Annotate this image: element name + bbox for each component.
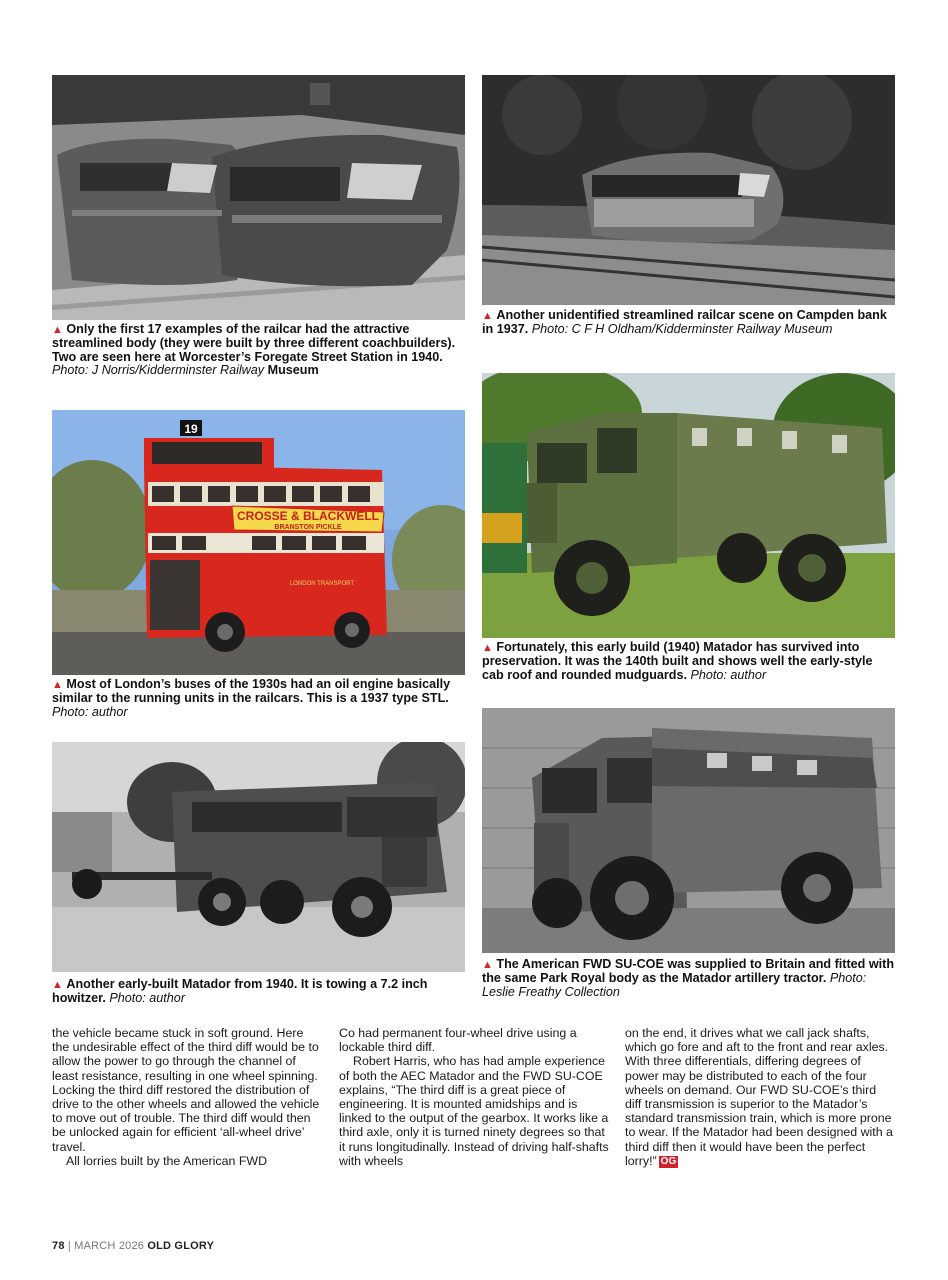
photo-railcar-campden	[482, 75, 895, 305]
caption-matador-preserved	[482, 641, 897, 682]
caption-marker-icon: ▲	[482, 959, 493, 971]
issue-date: MARCH 2026	[74, 1240, 145, 1252]
body-paragraph: the vehicle became stuck in soft ground. Here the undesirable effect of the third diff would be to allow the power to go through the channel of least resistance, resulting in one wheel spinning. Locking the third diff restored the distribution of drive to the other wheels and allowed the vehicle to move out of trouble. The third diff would then be unlocked again for efficient ‘all-wheel drive’ travel.	[52, 1026, 320, 1154]
caption-credit: Photo: C F H Oldham/Kidderminster Railway Museum	[531, 322, 833, 337]
caption-marker-icon: ▲	[52, 679, 63, 691]
photo-fwd-su-coe	[482, 708, 895, 953]
footer-separator: |	[67, 1240, 71, 1252]
caption-credit: Photo: author	[690, 667, 767, 682]
bus-advert-line1: CROSSE & BLACKWELL	[237, 509, 379, 523]
caption-lead: Fortunately, this early build (1940) Matador has survived into preservation. It was the 140th built and shows well the early-style cab roof and rounded mudguards.	[482, 640, 873, 682]
caption-matador-howitzer	[52, 978, 467, 1006]
bus-route-number: 19	[184, 422, 198, 436]
bus-side-label: LONDON TRANSPORT	[289, 581, 355, 587]
caption-lead: Another early-built Matador from 1940. It is towing a 7.2 inch howitzer.	[52, 977, 428, 1006]
caption-lead: The American FWD SU-COE was supplied to Britain and fitted with the same Park Royal body as the Matador artillery tractor.	[482, 957, 895, 986]
body-paragraph	[625, 1026, 895, 1168]
caption-credit: Photo: author	[109, 991, 186, 1006]
end-mark-logo: OG	[660, 1155, 677, 1167]
caption-marker-icon: ▲	[482, 642, 493, 654]
body-paragraph: Co had permanent four-wheel drive using a lockable third diff.	[339, 1026, 577, 1055]
caption-credit: Photo: author	[52, 704, 128, 719]
body-column-1	[52, 1026, 322, 1168]
body-column-3	[625, 1026, 895, 1168]
magazine-title: OLD GLORY	[147, 1240, 215, 1252]
caption-railcars-station	[52, 323, 467, 378]
photo-railcars-station	[52, 75, 465, 320]
body-paragraph: All lorries built by the American FWD	[66, 1153, 268, 1168]
caption-bus	[52, 678, 467, 719]
caption-marker-icon: ▲	[482, 310, 493, 322]
photo-matador-preserved	[482, 373, 895, 638]
bus-advert-line2: BRANSTON PICKLE	[274, 524, 342, 531]
caption-credit-tail: Museum	[267, 363, 319, 378]
caption-marker-icon: ▲	[52, 979, 63, 991]
page-number: 78	[52, 1240, 65, 1252]
caption-marker-icon: ▲	[52, 324, 63, 336]
caption-lead: Another unidentified streamlined railcar scene on Campden bank in 1937.	[482, 308, 887, 337]
body-column-2	[339, 1026, 609, 1168]
body-paragraph: Robert Harris, who has had ample experience of both the AEC Matador and the FWD SU-COE explains, “The third diff is a great piece of engineering. It is mounted amidships and is linked to the output of the gearbox. It works like a third axle, only it is turned ninety degrees so that it runs longitudinally. Instead of driving half-shafts with wheels	[339, 1054, 609, 1168]
photo-matador-howitzer	[52, 742, 465, 972]
caption-credit: Photo: Leslie Freathy Collection	[482, 971, 867, 999]
caption-railcar-campden	[482, 309, 897, 337]
page-footer	[52, 1240, 214, 1252]
body-paragraph-text: on the end, it drives what we call jack shafts, which go fore and aft to the front and rear axles. With three differentials, differing degrees of power may be distributed to each of the four wheels on demand. Our FWD SU-COE’s third diff transmission is superior to the Matador’s standard transmission train, which is more prone to wear. If the Matador had been designed with a third diff then it would have been the perfect lorry!”	[625, 1026, 893, 1168]
caption-credit: Photo: J Norris/Kidderminster Railway	[52, 363, 265, 378]
caption-lead: Most of London’s buses of the 1930s had an oil engine basically similar to the running units in the railcars. This is a 1937 type STL.	[52, 677, 451, 706]
caption-fwd	[482, 958, 897, 999]
caption-lead: Only the first 17 examples of the railcar had the attractive streamlined body (they were built by three different coachbuilders). Two are seen here at Worcester’s Foregate Street Station in 1940.	[52, 322, 456, 364]
photo-london-bus	[52, 410, 465, 675]
